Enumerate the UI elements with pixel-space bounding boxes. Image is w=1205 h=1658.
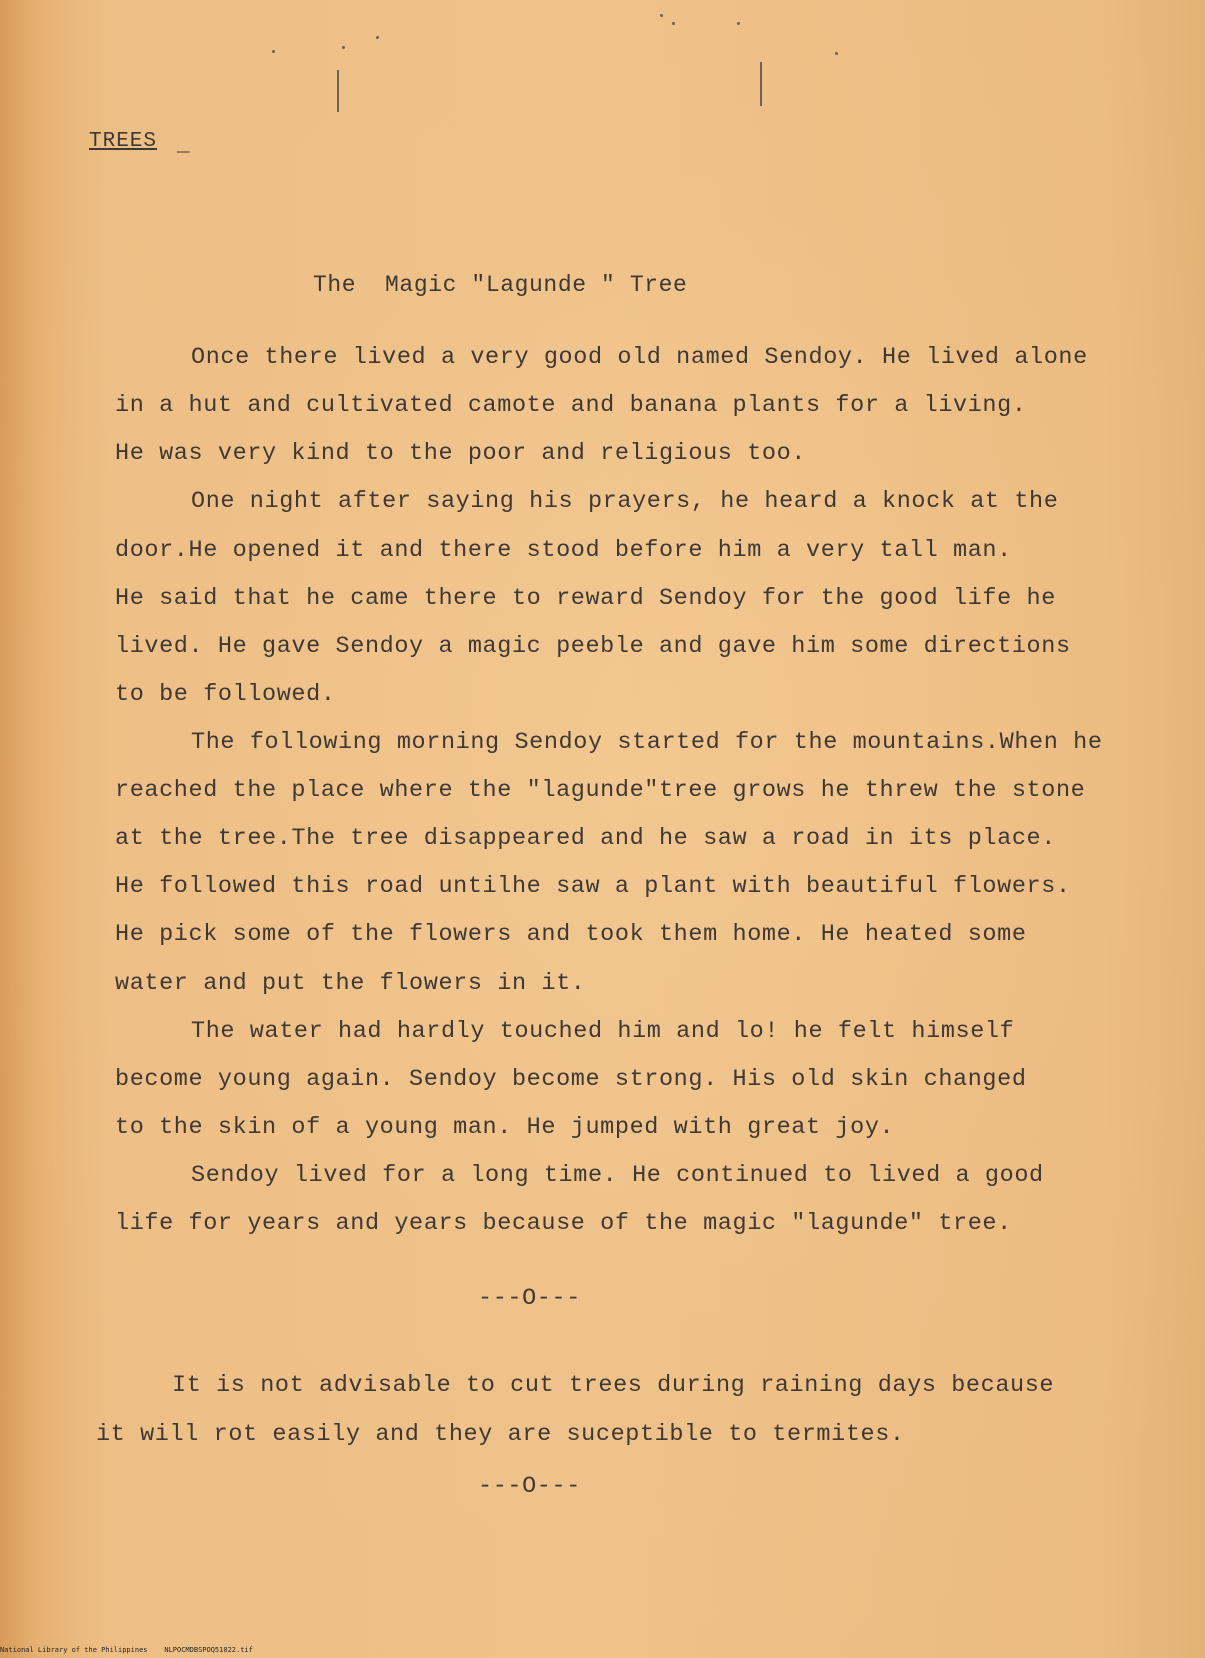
story-line: One night after saying his prayers, he heard a knock at the: [191, 488, 1059, 515]
story-line: become young again. Sendoy become strong. His old skin changed: [115, 1066, 1027, 1093]
section-heading-dash: _: [177, 134, 191, 157]
story-line: reached the place where the "lagunde"tree grows he threw the stone: [115, 777, 1086, 804]
separator: ---O---: [478, 1285, 581, 1312]
separator: ---O---: [478, 1473, 581, 1500]
story-line: door.He opened it and there stood before him a very tall man.: [115, 537, 1012, 564]
stray-dot: [376, 36, 379, 39]
stray-dot: [737, 22, 740, 25]
story-line: He said that he came there to reward Sendoy for the good life he: [115, 585, 1056, 612]
story-line: Once there lived a very good old named Sendoy. He lived alone: [191, 344, 1088, 371]
note-line: it will rot easily and they are suceptible to termites.: [96, 1421, 905, 1448]
story-line: The following morning Sendoy started for the mountains.When he: [191, 729, 1103, 756]
story-line: Sendoy lived for a long time. He continued to lived a good: [191, 1162, 1044, 1189]
story-line: to the skin of a young man. He jumped with great joy.: [115, 1114, 895, 1141]
story-line: to be followed.: [115, 681, 336, 708]
stray-mark-left: [337, 70, 339, 112]
stray-dot: [672, 22, 675, 25]
story-line: lived. He gave Sendoy a magic peeble and gave him some directions: [115, 633, 1071, 660]
stray-dot: [660, 14, 663, 17]
story-line: life for years and years because of the magic "lagunde" tree.: [115, 1210, 1012, 1237]
story-line: in a hut and cultivated camote and banana plants for a living.: [115, 392, 1027, 419]
story-line: He followed this road untilhe saw a plant with beautiful flowers.: [115, 873, 1071, 900]
story-line: at the tree.The tree disappeared and he saw a road in its place.: [115, 825, 1056, 852]
note-line: It is not advisable to cut trees during raining days because: [172, 1372, 1055, 1399]
stray-dot: [272, 50, 275, 53]
section-heading: TREES: [89, 130, 158, 153]
stray-dot: [835, 52, 838, 55]
footer-caption: National Library of the Philippines NLPOCMDBSPOQ51022.tif: [0, 1646, 253, 1654]
stray-mark-right: [760, 62, 762, 106]
story-line: He was very kind to the poor and religious too.: [115, 440, 807, 467]
story-title: The Magic "Lagunde " Tree: [313, 272, 688, 298]
stray-dot: [342, 46, 345, 49]
story-line: He pick some of the flowers and took them home. He heated some: [115, 921, 1027, 948]
story-line: The water had hardly touched him and lo! he felt himself: [191, 1018, 1015, 1045]
story-line: water and put the flowers in it.: [115, 970, 586, 997]
